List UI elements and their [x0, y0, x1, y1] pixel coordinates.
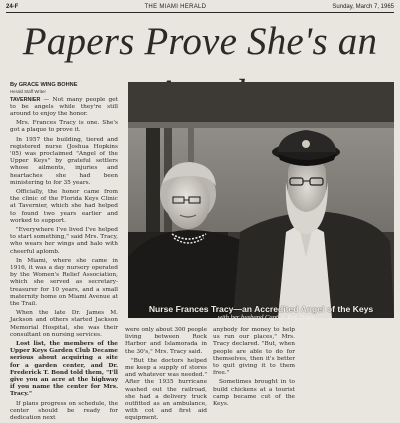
article-column-3: [213, 327, 295, 408]
masthead: [6, 2, 394, 12]
caption-subtitle: . . . with her husband Capt. J. Roy Tracy: [207, 314, 315, 321]
paragraph: If plans progress on schedule, the center should be ready for dedication next: [10, 400, 118, 422]
photo-caption: [128, 304, 394, 324]
paragraph: In Miami, where she came in 1916, it was a day nursery operated by the Women's Relief Association, which she served as secretary-treasurer for 10 years, and a small maternity home on Miami Avenue at the Trail.: [10, 257, 118, 307]
section-number: 24-F: [6, 4, 19, 10]
paragraph: anybody for money to help us run our places," Mrs. Tracy declared. "But, when people are able to do for themselves, then it's better to quit giving it to them free.": [213, 327, 295, 377]
article-column-1: [10, 82, 119, 422]
issue-date: Sunday, March 7, 1965: [332, 4, 394, 10]
byline: By GRACE WING BOHNE: [10, 82, 78, 88]
paragraph: — Not many people get to be angels while they're still around to enjoy the honor.: [10, 96, 119, 117]
article-column-4: [301, 327, 391, 400]
paragraph: Sometimes brought in to build chickens at a tourist camp became cut of the Keys.: [213, 379, 295, 408]
dateline: TAVERNIER: [10, 96, 41, 103]
paragraph-bold: Lost list, the members of the Upper Keys Garden Club Decame serious about acquiring a site for a garden center, and Dr. Frederick T. Bond told them, "I'll give you an acre at the highway if you name the center for Mrs. Tracy.": [10, 341, 118, 398]
caption-title: Nurse Frances Tracy—an Accredited Angel of the Keys: [148, 304, 374, 314]
paragraph: Officially, the honor came from the clinic of the Florida Keys Clinic at Tavernier, which she had helped to found two years earlier and worked to support.: [10, 188, 118, 224]
paragraph: Mrs. Frances Tracy is one. She's got a plaque to prove it.: [10, 120, 118, 134]
photo-nurse-and-captain: [128, 82, 394, 318]
paragraph: "Everywhere I've lived I've helped to start something," said Mrs. Tracy, who wears her wings and halo with cheerful aplomb.: [10, 226, 118, 255]
paragraph: were only about 300 people living between Rock Harbor and Islamorada in the 30's," Mrs. Tracy said.: [125, 327, 207, 355]
article-column-2: [125, 327, 207, 422]
lead-paragraph: [10, 97, 118, 119]
byline-role: Herald Staff Writer: [10, 88, 46, 94]
paragraph: When the late Dr. James M. Jackson and others started Jackson Memorial Hospital, she was their consultant on nursing services.: [10, 310, 118, 338]
masthead-rule: [6, 12, 394, 13]
headline: Papers Prove She's an: [22, 20, 378, 63]
paragraph: In 1957 the building, tiered and registered nurse (Joshua Hopkins '05) was proclaimed "Angel of the Upper Keys" by grateful settlers whose ailments, injuries and heartaches she had been ministering to for 35 years.: [10, 136, 118, 186]
paragraph: "But the doctors helped me keep a supply of stores and whatever was needed." After the 1935 hurricane washed out the railroad, she had a delivery truck outfitted as an ambulance, with cot and first aid equipment.: [125, 357, 207, 422]
newspaper-name: THE MIAMI HERALD: [144, 4, 207, 10]
news-photo: [128, 82, 394, 318]
